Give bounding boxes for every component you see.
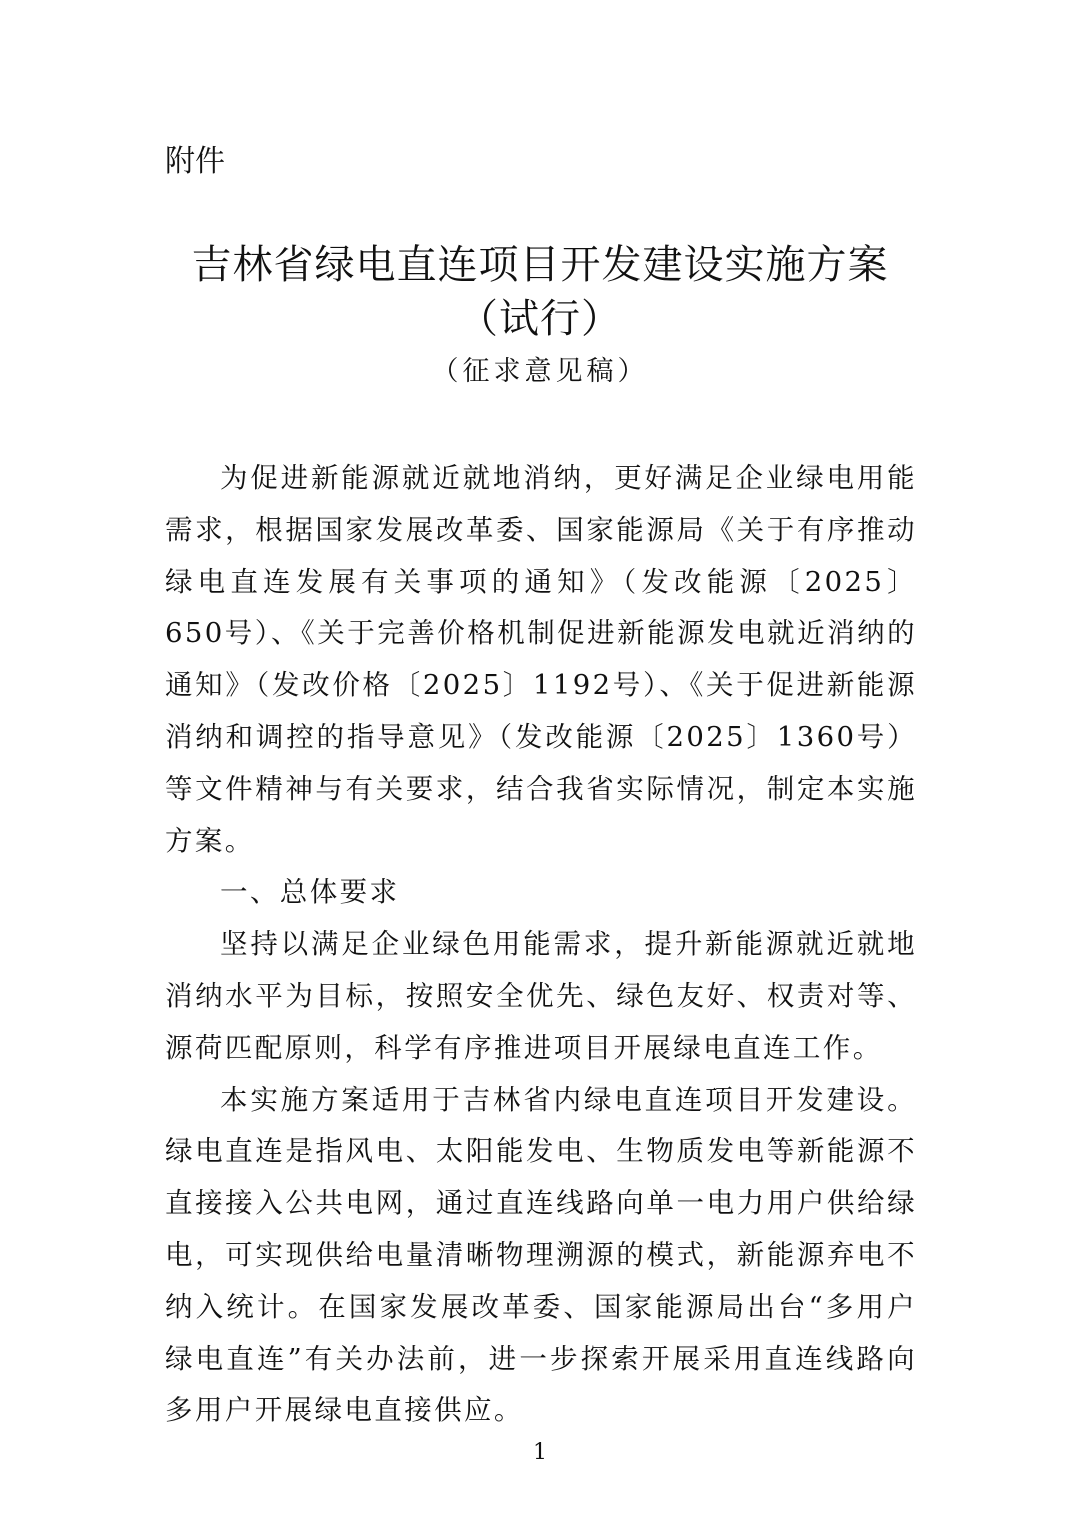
section-heading-general-requirements: 一、总体要求 <box>220 876 400 909</box>
attachment-label: 附件 <box>165 144 225 179</box>
document-title-trial: （试行） <box>458 296 622 342</box>
document-title: 吉林省绿电直连项目开发建设实施方案 <box>191 242 889 288</box>
document-body <box>165 453 917 1437</box>
intro-paragraph: 为促进新能源就近就地消纳，更好满足企业绿电用能需求，根据国家发展改革委、国家能源局《关于有序推动绿电直连发展有关事项的通知》（发改能源〔2025〕650号）、《关于完善价格机制促进新能源发电就近消纳的通知》（发改价格〔2025〕1192号）、《关于促进新能源消纳和调控的指导意见》（发改能源〔2025〕1360号）等文件精神与有关要求，结合我省实际情况，制定本实施方案。 <box>165 462 917 857</box>
draft-subtitle: （征求意见稿） <box>431 356 649 387</box>
scope-paragraph: 本实施方案适用于吉林省内绿电直连项目开发建设。绿电直连是指风电、太阳能发电、生物质发电等新能源不直接接入公共电网，通过直连线路向单一电力用户供给绿电，可实现供给电量清晰物理溯源的模式，新能源弃电不纳入统计。在国家发展改革委、国家能源局出台“多用户绿电直连”有关办法前，进一步探索开展采用直连线路向多用户开展绿电直接供应。 <box>165 1083 917 1427</box>
general-requirements-paragraph: 坚持以满足企业绿色用能需求，提升新能源就近就地消纳水平为目标，按照安全优先、绿色友好、权责对等、源荷匹配原则，科学有序推进项目开展绿电直连工作。 <box>165 928 917 1064</box>
page-number: 1 <box>533 1440 547 1465</box>
